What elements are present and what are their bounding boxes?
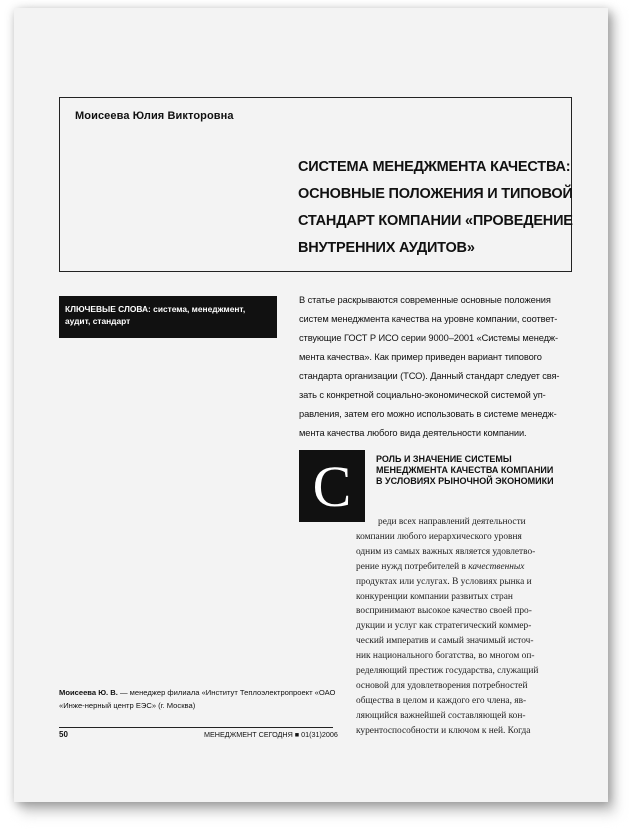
- author-name: Моисеева Юлия Викторовна: [75, 110, 234, 122]
- keywords-box: КЛЮЧЕВЫЕ СЛОВА: система, менеджмент, аудит, стандарт: [59, 296, 277, 338]
- body-line: ределяющий престиж государства, служащий: [356, 666, 539, 677]
- title-line: СТАНДАРТ КОМПАНИИ «ПРОВЕДЕНИЕ: [298, 213, 573, 229]
- body-line: конкуренции компании развитых стран: [356, 591, 513, 602]
- body-text: [356, 515, 572, 739]
- title-line: СИСТЕМА МЕНЕДЖМЕНТА КАЧЕСТВА:: [298, 159, 571, 175]
- abstract-line: ствующие ГОСТ Р ИСО серии 9000–2001 «Системы менедж-: [299, 333, 559, 343]
- body-line-with-italic: [356, 560, 572, 575]
- body-line: реди всех направлений деятельности: [378, 517, 526, 527]
- section-heading: [376, 454, 576, 487]
- author-note-text: — менеджер филиала «Институт Теплоэлектропроект «ОАО «Инже-нерный центр ЕЭС» (г. Москва): [59, 688, 336, 710]
- title-line: ВНУТРЕННИХ АУДИТОВ»: [298, 240, 475, 256]
- author-note: [59, 686, 339, 712]
- footer-divider: [59, 727, 333, 728]
- abstract-line: систем менеджмента качества на уровне компании, соответ-: [299, 314, 558, 324]
- body-line: продуктах или услугах. В условиях рынка и: [356, 576, 532, 587]
- abstract-line: мента качества». Как пример приведен вариант типового: [299, 352, 542, 362]
- body-line: одним из самых важных является удовлетво-: [356, 546, 536, 557]
- body-line: дукции и услуг как стратегический коммер-: [356, 621, 532, 632]
- journal-name: МЕНЕДЖМЕНТ СЕГОДНЯ ■ 01(31)2006: [204, 730, 338, 739]
- body-line: курентоспособности и ключом к ней. Когда: [356, 725, 531, 736]
- body-line: компании любого иерархического уровня: [356, 531, 522, 542]
- body-line: общества в целом и каждого его члена, яв-: [356, 695, 527, 706]
- drop-cap: С: [299, 450, 365, 522]
- italic-word: качественных: [468, 561, 525, 572]
- body-line: ческий императив и самый значимый источ-: [356, 636, 534, 647]
- abstract-line: стандарта организации (ТСО). Данный стандарт следует свя-: [299, 371, 560, 381]
- abstract-line: зать с конкретной социально-экономической системой уп-: [299, 390, 546, 400]
- author-note-name: Моисеева Ю. В.: [59, 688, 118, 697]
- body-line: ляющийся важнейшей составляющей кон-: [356, 710, 526, 721]
- article-title: [298, 154, 573, 262]
- body-line: рение нужд потребителей в: [356, 561, 466, 572]
- page-number: 50: [59, 730, 68, 739]
- abstract-line: равления, затем его можно использовать в системе менедж-: [299, 409, 557, 419]
- body-line: воспринимают высокое качество своей про-: [356, 606, 532, 617]
- abstract-line: В статье раскрываются современные основные положения: [299, 295, 551, 305]
- abstract: [299, 291, 572, 443]
- heading-line: В УСЛОВИЯХ РЫНОЧНОЙ ЭКОНОМИКИ: [376, 476, 554, 486]
- abstract-line: мента качества любого вида деятельности компании.: [299, 428, 527, 438]
- body-line: ник национального богатства, во многом оп-: [356, 651, 535, 662]
- header-box: [59, 97, 572, 272]
- heading-line: МЕНЕДЖМЕНТА КАЧЕСТВА КОМПАНИИ: [376, 465, 554, 475]
- journal-page: [14, 8, 608, 802]
- heading-line: РОЛЬ И ЗНАЧЕНИЕ СИСТЕМЫ: [376, 454, 512, 464]
- title-line: ОСНОВНЫЕ ПОЛОЖЕНИЯ И ТИПОВОЙ: [298, 186, 573, 202]
- body-line: основой для удовлетворения потребностей: [356, 680, 528, 691]
